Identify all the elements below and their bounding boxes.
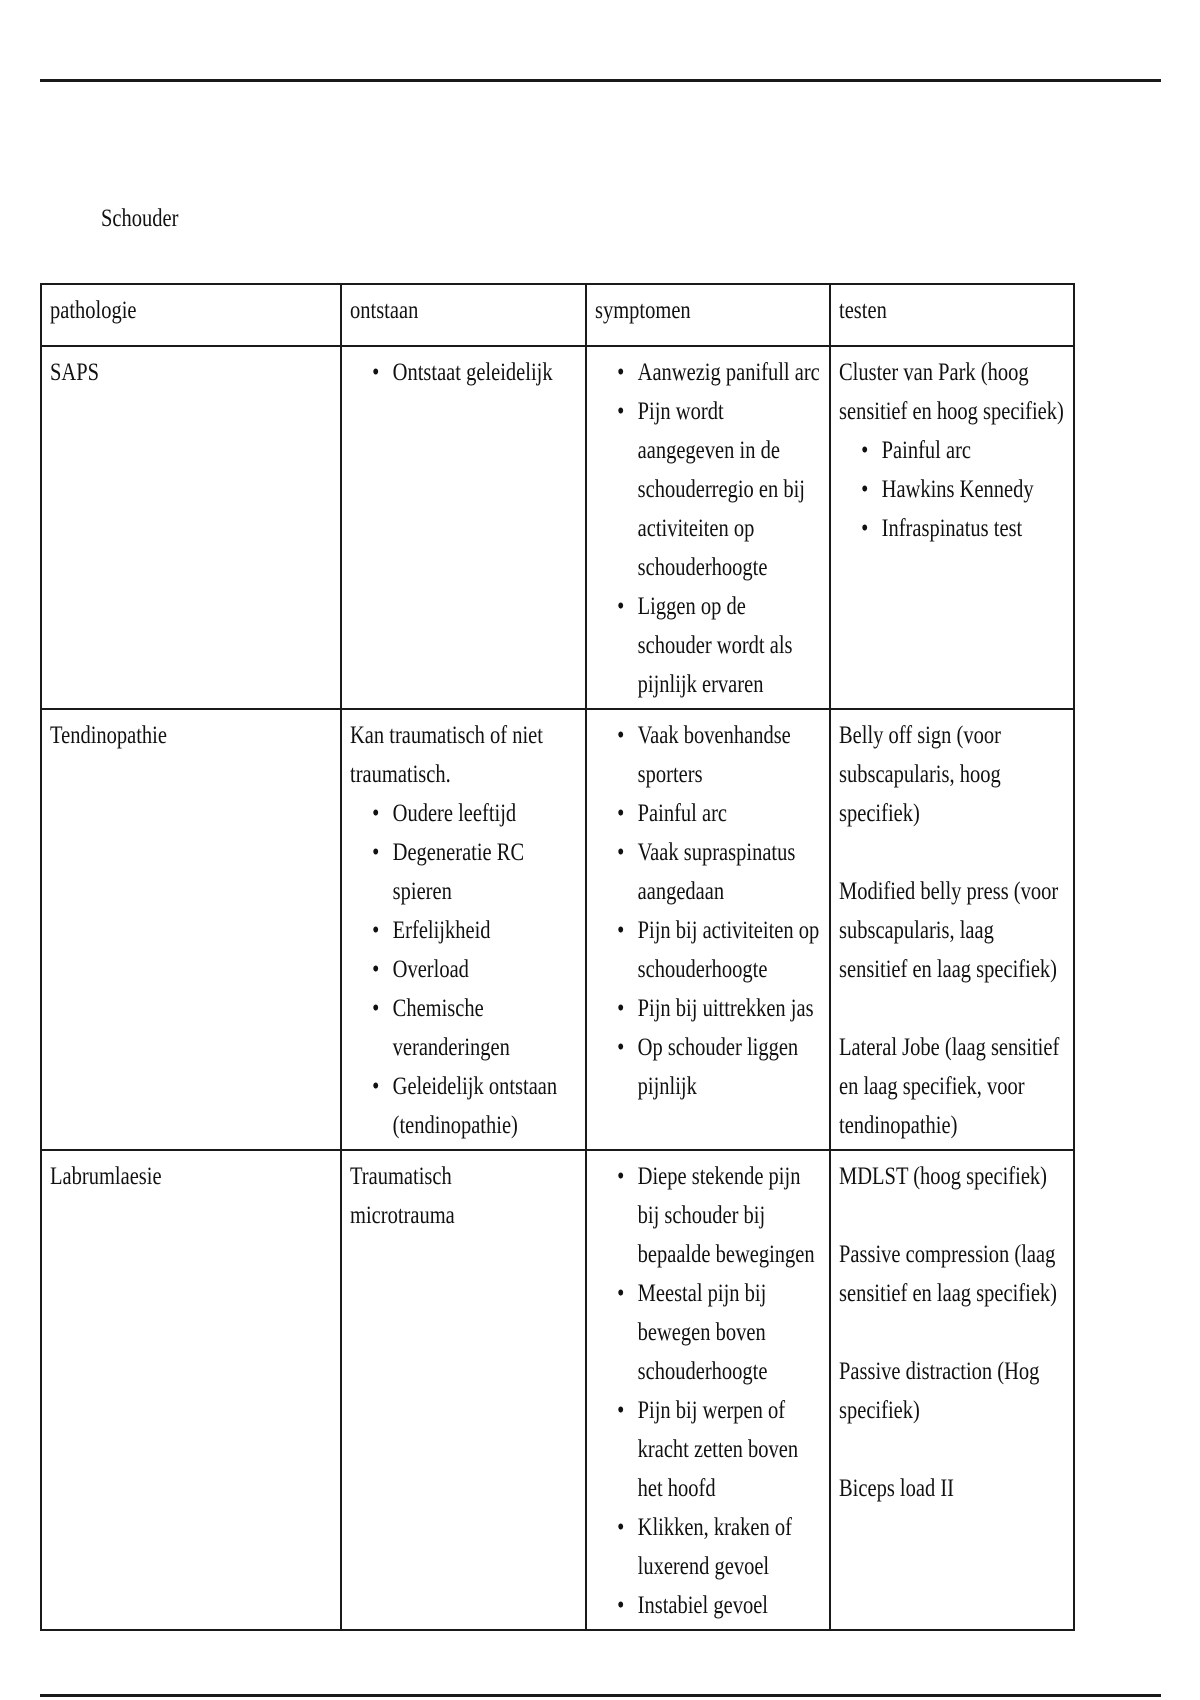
list-item: • Hawkins Kennedy: [839, 470, 1067, 509]
list-item: • Aanwezig panifull arc: [595, 353, 823, 392]
ontstaan-line: microtrauma: [350, 1202, 455, 1229]
header-ontstaan: ontstaan: [350, 297, 419, 324]
header-pathologie: pathologie: [50, 297, 137, 324]
list-item: • Pijn bij uittrekken jas: [595, 989, 823, 1028]
list-item: • Vaak supraspinatus aangedaan: [595, 833, 823, 911]
list-item: • Painful arc: [595, 794, 823, 833]
header-cell: [586, 284, 830, 346]
test-paragraph: MDLST (hoog specifiek): [839, 1163, 1048, 1190]
list-item: • Degeneratie RC spieren: [350, 833, 579, 911]
list-item: • Vaak bovenhandse sporters: [595, 716, 823, 794]
list-item: • Ontstaat geleidelijk: [350, 353, 579, 392]
cell-ontstaan: [341, 346, 586, 709]
test-paragraph: Lateral Jobe (laag sensitief en laag specifiek, voor tendinopathie): [839, 1034, 1060, 1139]
cell-pathologie: [41, 709, 341, 1150]
pathology-table: [40, 283, 1075, 1631]
list-item: • Painful arc: [839, 431, 1067, 470]
list-item: • Meestal pijn bij bewegen boven schouderhoogte: [595, 1274, 823, 1391]
cell-symptomen: [586, 709, 830, 1150]
table-row: [41, 1150, 1074, 1630]
bottom-rule: [40, 1694, 1161, 1697]
cell-testen: [830, 1150, 1074, 1630]
cell-ontstaan: [341, 709, 586, 1150]
header-cell: [830, 284, 1074, 346]
section-title: Schouder: [101, 205, 179, 232]
list-item: • Liggen op de schouder wordt als pijnlijk ervaren: [595, 587, 823, 704]
cell-testen: [830, 346, 1074, 709]
list-item: • Instabiel gevoel: [595, 1586, 823, 1625]
table-row: [41, 346, 1074, 709]
list-item: • Op schouder liggen pijnlijk: [595, 1028, 823, 1106]
list-item: • Pijn wordt aangegeven in de schouderregio en bij activiteiten op schouderhoogte: [595, 392, 823, 587]
test-paragraph: Biceps load II: [839, 1475, 954, 1502]
list-item: • Geleidelijk ontstaan (tendinopathie): [350, 1067, 579, 1145]
header-cell: [41, 284, 341, 346]
pathology-name: SAPS: [50, 359, 100, 386]
cell-pathologie: [41, 346, 341, 709]
table-header-row: [41, 284, 1074, 346]
cell-testen: [830, 709, 1074, 1150]
test-paragraph: Passive distraction (Hog specifiek): [839, 1358, 1040, 1424]
pathology-name: Labrumlaesie: [50, 1163, 162, 1190]
test-paragraph: Belly off sign (voor subscapularis, hoog specifiek): [839, 722, 1001, 827]
list-item: • Overload: [350, 950, 579, 989]
header-testen: testen: [839, 297, 887, 324]
list-item: • Pijn bij activiteiten op schouderhoogte: [595, 911, 823, 989]
header-symptomen: symptomen: [595, 297, 691, 324]
list-item: • Pijn bij werpen of kracht zetten boven het hoofd: [595, 1391, 823, 1508]
list-item: • Chemische veranderingen: [350, 989, 579, 1067]
list-item: • Diepe stekende pijn bij schouder bij bepaalde bewegingen: [595, 1157, 823, 1274]
cell-symptomen: [586, 1150, 830, 1630]
top-rule: [40, 79, 1161, 82]
ontstaan-intro: Kan traumatisch of niet traumatisch.: [350, 722, 543, 788]
cell-ontstaan: [341, 1150, 586, 1630]
table-row: [41, 709, 1074, 1150]
list-item: • Klikken, kraken of luxerend gevoel: [595, 1508, 823, 1586]
cell-pathologie: [41, 1150, 341, 1630]
list-item: • Infraspinatus test: [839, 509, 1067, 548]
pathology-name: Tendinopathie: [50, 722, 167, 749]
list-item: • Oudere leeftijd: [350, 794, 579, 833]
test-intro: Cluster van Park (hoog sensitief en hoog specifiek): [839, 359, 1064, 425]
cell-symptomen: [586, 346, 830, 709]
list-item: • Erfelijkheid: [350, 911, 579, 950]
ontstaan-line: Traumatisch: [350, 1163, 452, 1190]
test-paragraph: Modified belly press (voor subscapularis, laag sensitief en laag specifiek): [839, 878, 1059, 983]
header-cell: [341, 284, 586, 346]
test-paragraph: Passive compression (laag sensitief en laag specifiek): [839, 1241, 1058, 1307]
